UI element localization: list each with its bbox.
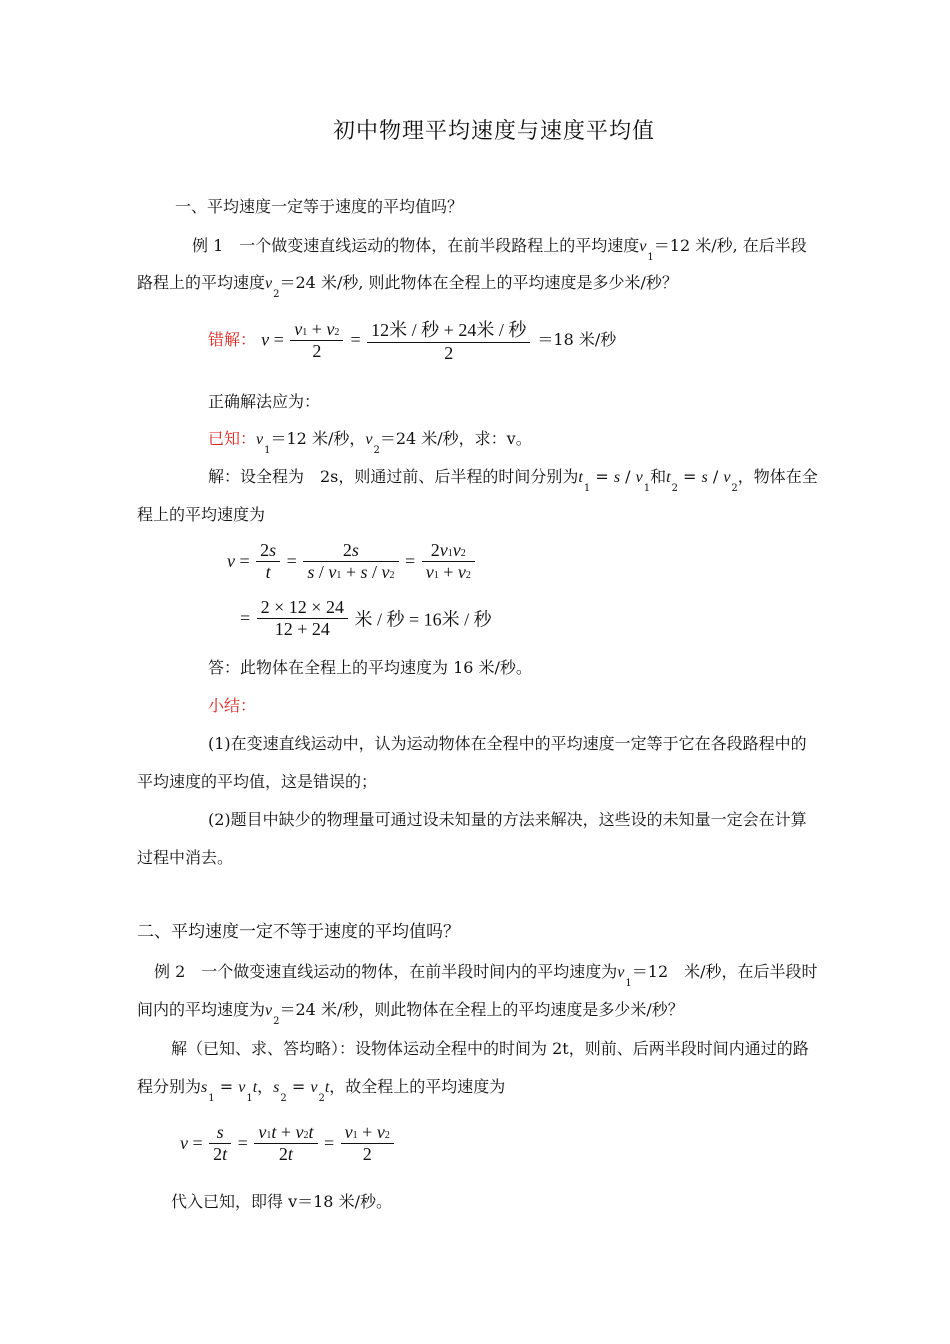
- wrong-label: 错解：: [208, 330, 257, 349]
- wrong-solution: 错解： v = $\frac{v1 + v2}{2}$ = $\frac{\text{12米 / 秒 + 24米 / 秒}}{2}$ ＝18 米/秒: [208, 316, 616, 364]
- correct-intro: 正确解法应为：: [208, 392, 321, 411]
- summary-1a: (1)在变速直线运动中，认为运动物体在全程中的平均速度一定等于它在各段路程中的: [208, 734, 807, 753]
- wrong-fraction-2: $\frac{\text{12米 / 秒 + 24米 / 秒}}{2}$: [367, 316, 530, 364]
- summary-label: 小结：: [208, 696, 257, 715]
- calc-line-1: v = $\frac{2s}{t}$ = $\frac{2s}{s / v1 + s / v2}$ = $\frac{2v1v2}{v1 + v2}$: [227, 540, 477, 583]
- section-heading-1: 一、平均速度一定等于速度的平均值吗？: [175, 197, 464, 216]
- example1-line1: 例 1 一个做变速直线运动的物体，在前半段路程上的平均速度$v_1=12$ 米/秒, 在后半段: [192, 236, 807, 263]
- summary-1b: 平均速度的平均值，这是错误的；: [137, 772, 378, 791]
- solution-line1: 解：设全程为 2s，则通过前、后半程的时间分别为$t_1 = s / v_1$和$t_2 = s / v_2$，物体在全: [208, 467, 818, 494]
- known-line: 已知：$v_1=12$ 米/秒，$v_2=24$ 米/秒，求：v。: [208, 429, 532, 456]
- solution2-line1: 解（已知、求、答均略）：设物体运动全程中的时间为 2t，则前、后两半段时间内通过的路: [171, 1039, 809, 1058]
- section-heading-2: 二、平均速度一定不等于速度的平均值吗？: [137, 922, 460, 942]
- example2-line2: 间内的平均速度为$v_2=24$ 米/秒，则此物体在全程上的平均速度是多少米/秒？: [137, 1000, 684, 1027]
- solution-line2: 程上的平均速度为: [137, 505, 266, 524]
- result-line: 代入已知，即得 v＝18 米/秒。: [171, 1192, 392, 1211]
- solution2-line2: 程分别为$s_1 = v_1t$，$s_2 = v_2t$，故全程上的平均速度为: [137, 1077, 506, 1104]
- answer-line: 答：此物体在全程上的平均速度为 16 米/秒。: [208, 658, 532, 677]
- calc2-line: v = $\frac{s}{2t}$ = $\frac{v1t + v2t}{2t}$ = $\frac{v1 + v2}{2}$: [180, 1122, 396, 1165]
- summary-2b: 过程中消去。: [137, 848, 234, 867]
- calc-line-2: = $\frac{2 \times 12 \times 24}{12 + 24}$ 米 / 秒 = 16米 / 秒: [240, 597, 492, 639]
- example1-line2: 路程上的平均速度$v_2=24$ 米/秒, 则此物体在全程上的平均速度是多少米/秒？: [137, 273, 678, 300]
- example2-line1: 例 2 一个做变速直线运动的物体，在前半段时间内的平均速度为$v_1=12$ 米/秒，在后半段时: [154, 962, 818, 989]
- page-title: 初中物理平均速度与速度平均值: [333, 119, 656, 144]
- summary-2a: (2)题目中缺少的物理量可通过设未知量的方法来解决，这些设的未知量一定会在计算: [208, 810, 807, 829]
- wrong-fraction-1: $\frac{v1 + v2}{2}$: [290, 319, 343, 362]
